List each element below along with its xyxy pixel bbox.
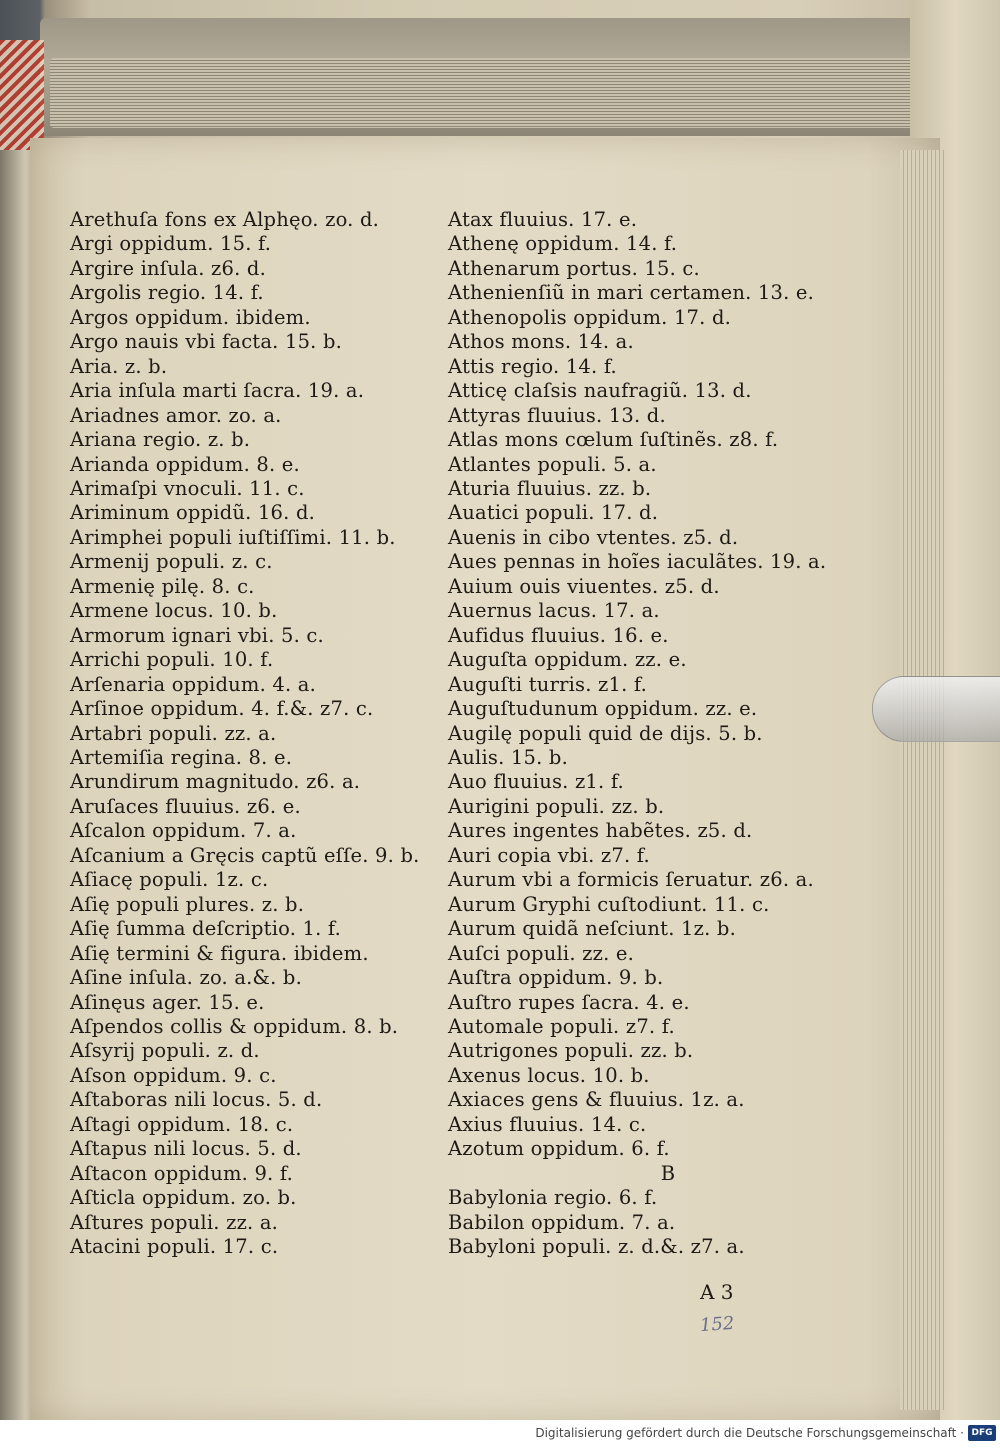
index-entry: Aſtapus nili locus. 5. d. xyxy=(70,1137,302,1161)
index-entry: Arſenaria oppidum. 4. a. xyxy=(70,672,317,696)
index-entry: Aſson oppidum. 9. c. xyxy=(70,1063,277,1087)
index-entry: Aures ingentes habẽtes. z5. d. xyxy=(448,819,753,843)
index-entry: Axius fluuius. 14. c. xyxy=(448,1112,647,1136)
index-entry: Aſtacon oppidum. 9. f. xyxy=(70,1161,293,1185)
index-entry: Argi oppidum. 15. f. xyxy=(70,232,272,256)
index-entry: Auſci populi. zz. e. xyxy=(448,941,635,965)
index-entry: Ariadnes amor. zo. a. xyxy=(70,403,282,427)
page-edges-side xyxy=(900,150,944,1410)
index-entry: Aturia fluuius. zz. b. xyxy=(448,476,652,500)
index-entry: Arianda oppidum. 8. e. xyxy=(70,452,300,476)
index-entry: Auri copia vbi. z7. f. xyxy=(448,843,650,867)
index-entry: Ariminum oppidũ. 16. d. xyxy=(70,501,316,525)
index-entry: Auatici populi. 17. d. xyxy=(448,501,659,525)
index-entry: Aſię ſumma deſcriptio. 1. f. xyxy=(70,917,342,941)
index-entry: Babyloni populi. z. d.&. z7. a. xyxy=(448,1235,745,1259)
index-entry: Aufidus fluuius. 16. e. xyxy=(448,623,669,647)
index-entry: Autrigones populi. zz. b. xyxy=(448,1039,694,1063)
handwritten-folio-number: 152 xyxy=(699,1312,736,1337)
index-entry: Aria. z. b. xyxy=(70,354,168,378)
index-entry: Argo nauis vbi facta. 15. b. xyxy=(70,330,343,354)
index-entry: Attyras fluuius. 13. d. xyxy=(448,403,666,427)
index-entry: Atax fluuius. 17. e. xyxy=(448,208,638,231)
index-entry: Aruſaces fluuius. z6. e. xyxy=(70,794,301,818)
index-entry: Aurum quidã neſciunt. 1z. b. xyxy=(448,917,736,941)
index-entry: Axenus locus. 10. b. xyxy=(448,1063,650,1087)
footer-bar xyxy=(0,1420,1000,1448)
index-entry: Auenis in cibo vtentes. z5. d. xyxy=(448,525,739,549)
book-top-edge xyxy=(40,18,960,136)
dfg-logo: DFG xyxy=(968,1425,996,1441)
index-entry: Aſsyrij populi. z. d. xyxy=(70,1039,260,1063)
index-entry: Auguſti turris. z1. f. xyxy=(448,672,648,696)
index-entry: Auo fluuius. z1. f. xyxy=(448,770,624,794)
index-entry: Argolis regio. 14. f. xyxy=(70,281,264,305)
index-entry: Athenarum portus. 15. c. xyxy=(448,256,700,280)
bookmark-ribbon xyxy=(0,40,44,150)
index-entry: Aurigini populi. zz. b. xyxy=(448,794,665,818)
index-entry: Aſpendos collis & oppidum. 8. b. xyxy=(70,1014,399,1038)
index-entry: Auguſta oppidum. zz. e. xyxy=(448,648,687,672)
signature-mark: A 3 xyxy=(700,1280,734,1304)
index-entry: Arimphei populi iuſtiſſimi. 11. b. xyxy=(70,525,396,549)
index-entry: Atacini populi. 17. c. xyxy=(70,1235,279,1259)
index-entry: Aulis. 15. b. xyxy=(448,745,569,769)
index-column-left xyxy=(70,208,440,1259)
index-entry: Aria inſula marti ſacra. 19. a. xyxy=(70,379,365,403)
index-entry: Armene locus. 10. b. xyxy=(70,599,278,623)
index-entry: Auguſtudunum oppidum. zz. e. xyxy=(448,697,758,721)
index-entry: Automale populi. z7. f. xyxy=(448,1014,675,1038)
index-entry: Augilę populi quid de dijs. 5. b. xyxy=(448,721,763,745)
index-entry: Aſtures populi. zz. a. xyxy=(70,1210,279,1234)
index-entry: Aſinęus ager. 15. e. xyxy=(70,990,265,1014)
page-edges-top xyxy=(50,58,930,128)
index-entry: Athenopolis oppidum. 17. d. xyxy=(448,305,732,329)
index-entry: Athenę oppidum. 14. f. xyxy=(448,232,678,256)
index-entry: Armenię pilę. 8. c. xyxy=(70,574,255,598)
index-entry: Argos oppidum. ibidem. xyxy=(70,305,311,329)
index-entry: Aſię populi plures. z. b. xyxy=(70,892,305,916)
index-entry: Arethuſa fons ex Alphęo. zo. d. xyxy=(70,208,380,231)
index-entry: Armorum ignari vbi. 5. c. xyxy=(70,623,324,647)
index-entry: Auſtro rupes ſacra. 4. e. xyxy=(448,990,690,1014)
index-entry: Argire inſula. z6. d. xyxy=(70,256,266,280)
index-entry: Athos mons. 14. a. xyxy=(448,330,634,354)
index-entry: Artabri populi. zz. a. xyxy=(70,721,277,745)
index-entry: Atlas mons cœlum ſuſtinẽs. z8. f. xyxy=(448,428,779,452)
index-entry: Auernus lacus. 17. a. xyxy=(448,599,660,623)
index-entry: Auſtra oppidum. 9. b. xyxy=(448,966,664,990)
index-entry: Aſiacę populi. 1z. c. xyxy=(70,868,269,892)
index-entry: Aſine inſula. zo. a.&. b. xyxy=(70,966,302,990)
index-entry: Babylonia regio. 6. f. xyxy=(448,1186,658,1210)
index-entry: Axiaces gens & fluuius. 1z. a. xyxy=(448,1088,745,1112)
index-entry: Attis regio. 14. f. xyxy=(448,354,617,378)
index-entry: Aſtagi oppidum. 18. c. xyxy=(70,1112,294,1136)
index-entry: Arſinoe oppidum. 4. f.&. z7. c. xyxy=(70,697,374,721)
index-entry: Auium ouis viuentes. z5. d. xyxy=(448,574,720,598)
index-entry: Azotum oppidum. 6. f. xyxy=(448,1137,670,1161)
index-entry: Atlantes populi. 5. a. xyxy=(448,452,657,476)
index-entry: Aues pennas in hoĩes iaculãtes. 19. a. xyxy=(448,550,827,574)
index-entry: Aſcalon oppidum. 7. a. xyxy=(70,819,297,843)
funding-notice: Digitalisierung gefördert durch die Deutsche Forschungsgemeinschaft · xyxy=(535,1426,964,1440)
index-entry: Aſtaboras nili locus. 5. d. xyxy=(70,1088,323,1112)
index-entry: Babilon oppidum. 7. a. xyxy=(448,1210,676,1234)
index-entry: Artemiſia regina. 8. e. xyxy=(70,745,293,769)
index-entry: Aſcanium a Gręcis captũ eſſe. 9. b. xyxy=(70,843,420,867)
index-entry: Aurum Gryphi cuſtodiunt. 11. c. xyxy=(448,892,770,916)
index-entry: Aurum vbi a formicis ſeruatur. z6. a. xyxy=(448,868,814,892)
page-clip xyxy=(872,676,1000,742)
index-entry: Armenij populi. z. c. xyxy=(70,550,273,574)
section-letter: B xyxy=(660,1161,676,1185)
index-entry: Ariana regio. z. b. xyxy=(70,428,251,452)
index-entry: Arimaſpi vnoculi. 11. c. xyxy=(70,476,305,500)
index-entry: Atticę claſsis naufragiũ. 13. d. xyxy=(448,379,752,403)
index-column-right xyxy=(448,208,888,1259)
index-entry: Aſię termini & figura. ibidem. xyxy=(70,941,369,965)
index-entry: Aſticla oppidum. zo. b. xyxy=(70,1186,297,1210)
index-entry: Arundirum magnitudo. z6. a. xyxy=(70,770,361,794)
index-entry: Arrichi populi. 10. f. xyxy=(70,648,274,672)
index-entry: Athenienſiũ in mari certamen. 13. e. xyxy=(448,281,815,305)
